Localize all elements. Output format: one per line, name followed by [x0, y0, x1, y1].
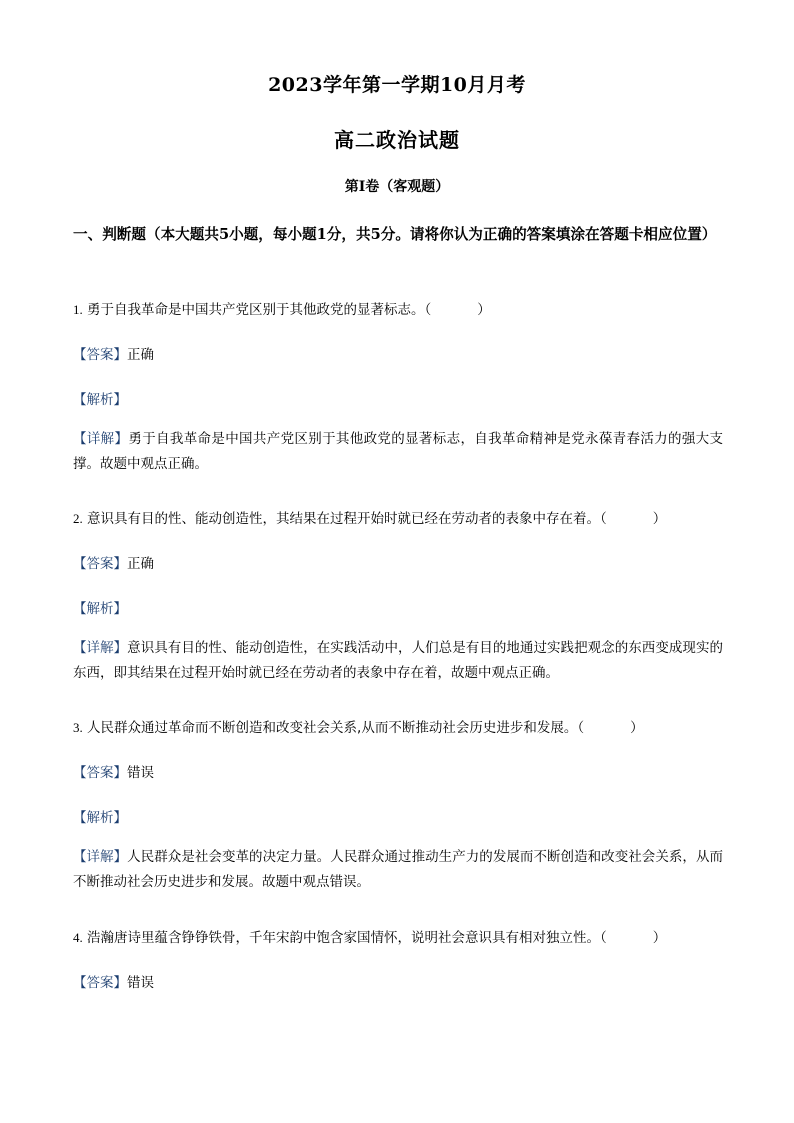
- answer-2: [73, 552, 723, 572]
- question-stem: 浩瀚唐诗里蕴含铮铮铁骨，千年宋韵中饱含家国情怀，说明社会意识具有相对独立性。: [87, 930, 601, 946]
- answer-value: 错误: [127, 765, 154, 781]
- detail-tag: 【详解】: [73, 849, 128, 865]
- question-2: [73, 507, 723, 527]
- question-4: [73, 926, 723, 946]
- paren-open: （: [577, 720, 585, 736]
- answer-4: [73, 971, 723, 991]
- analysis-tag: 【解析】: [73, 810, 127, 826]
- paren-close: ）: [652, 511, 667, 527]
- detail-text: 勇于自我革命是中国共产党区别于其他政党的显著标志，自我革命精神是党永葆青春活力的强大支撑。故题中观点正确。: [73, 431, 724, 472]
- analysis-2: [73, 597, 723, 617]
- answer-tag: 【答案】: [73, 975, 127, 991]
- question-number: 1.: [73, 302, 83, 317]
- question-number: 3.: [73, 720, 83, 735]
- paren-close: ）: [652, 930, 667, 946]
- detail-2: [73, 636, 723, 686]
- answer-value: 正确: [127, 347, 154, 363]
- detail-tag: 【详解】: [73, 640, 128, 656]
- analysis-tag: 【解析】: [73, 392, 127, 408]
- answer-tag: 【答案】: [73, 556, 127, 572]
- paren-open: （: [600, 930, 607, 946]
- detail-text: 意识具有目的性、能动创造性，在实践活动中，人们总是有目的地通过实践把观念的东西变成现实的东西，即其结果在过程开始时就已经在劳动者的表象中存在着，故题中观点正确。: [73, 640, 724, 681]
- analysis-tag: 【解析】: [73, 601, 127, 617]
- paren-close: ）: [630, 720, 644, 736]
- question-stem: 勇于自我革命是中国共产党区别于其他政党的显著标志。: [87, 302, 425, 318]
- question-3: [73, 716, 723, 736]
- detail-text: 人民群众是社会变革的决定力量。人民群众通过推动生产力的发展而不断创造和改变社会关系，从而不断推动社会历史进步和发展。故题中观点错误。: [73, 849, 724, 890]
- question-stem: 人民群众通过革命而不断创造和改变社会关系,从而不断推动社会历史进步和发展。: [87, 720, 578, 736]
- answer-tag: 【答案】: [73, 765, 127, 781]
- exam-subtitle: 高二政治试题: [334, 128, 460, 152]
- paren-open: （: [424, 302, 432, 318]
- answer-3: [73, 761, 723, 781]
- question-number: 4.: [73, 930, 83, 945]
- analysis-3: [73, 806, 723, 826]
- exam-title: 2023学年第一学期10月月考: [268, 74, 526, 96]
- answer-tag: 【答案】: [73, 347, 127, 363]
- detail-1: [73, 427, 723, 477]
- section-heading: 一、判断题（本大题共5小题，每小题1分，共5分。请将你认为正确的答案填涂在答题卡相应位置）: [73, 226, 717, 243]
- answer-value: 正确: [127, 556, 154, 572]
- detail-tag: 【详解】: [73, 431, 129, 447]
- answer-1: [73, 343, 723, 363]
- question-stem: 意识具有目的性、能动创造性，其结果在过程开始时就已经在劳动者的表象中存在着。: [87, 511, 601, 527]
- paren-close: ）: [477, 302, 491, 318]
- question-number: 2.: [73, 511, 83, 526]
- analysis-1: [73, 388, 723, 408]
- volume-heading: 第I卷（客观题）: [344, 179, 450, 195]
- question-1: [73, 298, 723, 318]
- paren-open: （: [600, 511, 607, 527]
- answer-value: 错误: [127, 975, 154, 991]
- detail-3: [73, 845, 723, 895]
